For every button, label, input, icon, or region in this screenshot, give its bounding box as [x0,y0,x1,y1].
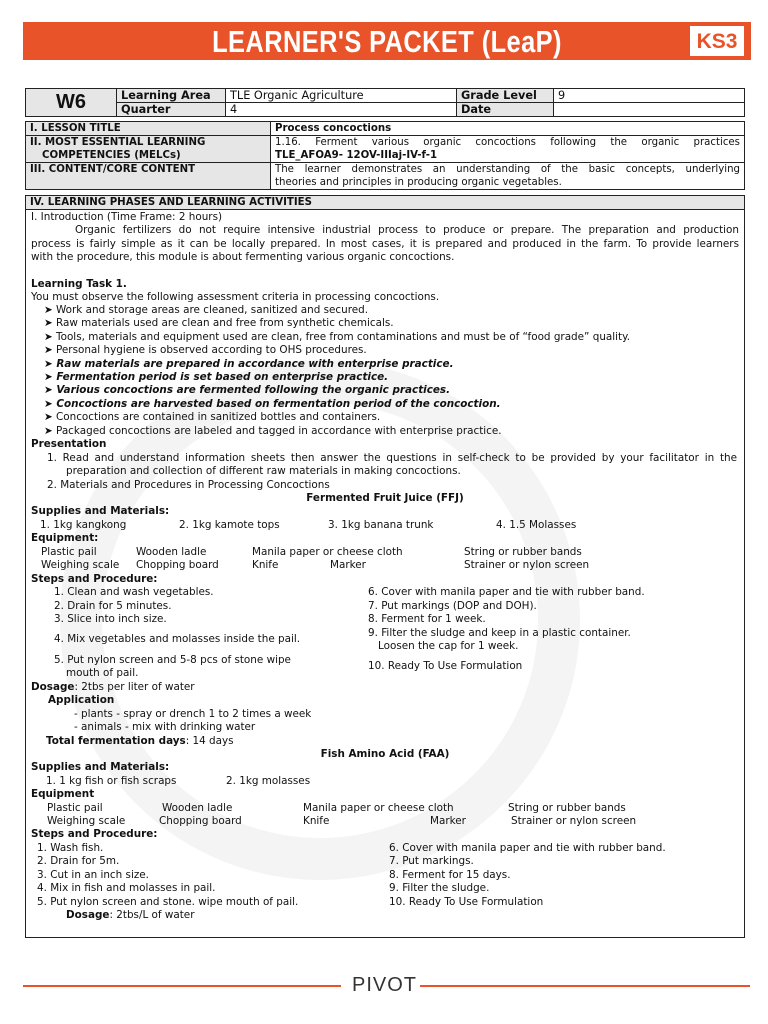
quarter-label: Quarter [117,103,226,117]
ffj-steps-label: Steps and Procedure: [31,573,158,585]
criteria-item [44,304,368,317]
ffj-step-9: 9. Filter the sludge and keep in a plastic container. [368,627,631,639]
ffj-equip-6: Chopping board [136,559,219,571]
faa-step-9: 9. Filter the sludge. [389,882,490,894]
faa-equip-1: Plastic pail [47,802,103,814]
banner-title: LEARNER'S PACKET (LeaP) [212,24,562,59]
task-intro: You must observe the following assessment criteria in processing concoctions. [31,291,440,303]
arrow-bullet-icon: ➤ [44,344,57,357]
criteria-item [44,358,454,371]
arrow-bullet-icon: ➤ [44,357,57,370]
melc-value [271,136,745,163]
criteria-item [44,344,367,357]
ffj-equip-3: Manila paper or cheese cloth [252,546,403,558]
criteria-item [44,398,501,411]
faa-equip-4: String or rubber bands [508,802,626,814]
ffj-equip-2: Wooden ladle [136,546,207,558]
melc-label-line-1: II. MOST ESSENTIAL LEARNING [30,137,206,148]
faa-step-5: 5. Put nylon screen and stone. wipe mouth of pail. [37,896,299,908]
ffj-application-1: - plants - spray or drench 1 to 2 times a week [74,708,312,720]
lesson-table [25,121,745,190]
faa-dosage [66,909,194,922]
grade-level-label: Grade Level [457,89,554,103]
ffj-step-3: 3. Slice into inch size. [54,613,167,625]
ffj-dosage-label: Dosage [31,681,75,693]
ffj-step-5-cont: mouth of pail. [66,667,139,679]
ffj-step-1: 1. Clean and wash vegetables. [54,586,214,598]
task-heading: Learning Task 1. [31,278,127,290]
ffj-step-7: 7. Put markings (DOP and DOH). [368,600,537,612]
footer-rule-left [23,985,341,987]
criteria-text: Tools, materials and equipment used are clean, free from contaminations and must be of “food grade” quality. [56,330,631,343]
faa-supplies-label: Supplies and Materials: [31,761,170,773]
content-line-1: The learner demonstrates an understanding of the basic concepts, underlying [275,164,740,175]
faa-equip-3: Manila paper or cheese cloth [303,802,454,814]
criteria-text: Concoctions are contained in sanitized bottles and containers. [56,411,381,424]
faa-equip-5: Weighing scale [47,815,126,827]
week-cell: W6 [26,89,117,117]
ffj-heading: Fermented Fruit Juice (FFJ) [306,492,464,504]
faa-equip-9: Strainer or nylon screen [511,815,637,827]
date-label: Date [457,103,554,117]
faa-supply-2: 2. 1kg molasses [226,775,311,787]
arrow-bullet-icon: ➤ [44,384,57,397]
criteria-item [44,317,394,330]
ffj-supplies-label: Supplies and Materials: [31,505,170,517]
intro-line-3: with the procedure, this module is about fermenting various organic concoctions. [31,251,455,263]
ks3-badge: KS3 [690,26,744,56]
faa-equip-2: Wooden ladle [162,802,233,814]
criteria-text: Various concoctions are fermented following the organic practices. [56,384,451,397]
melc-code: TLE_AFOA9- 12OV-IIIaj-IV-f-1 [275,150,438,161]
lesson-title-label: I. LESSON TITLE [26,122,271,136]
presentation-heading: Presentation [31,438,107,450]
date-value [554,103,745,117]
faa-step-6: 6. Cover with manila paper and tie with rubber band. [389,842,666,854]
ffj-step-8: 8. Ferment for 1 week. [368,613,486,625]
ffj-total-label: Total fermentation days [46,735,186,747]
learning-area-value: TLE Organic Agriculture [226,89,457,103]
content-value [271,163,745,190]
ffj-step-10: 10. Ready To Use Formulation [368,660,523,672]
faa-step-4: 4. Mix in fish and molasses in pail. [37,882,216,894]
ffj-dosage [31,681,195,694]
faa-step-3: 3. Cut in an inch size. [37,869,149,881]
faa-step-10: 10. Ready To Use Formulation [389,896,544,908]
criteria-text: Fermentation period is set based on enterprise practice. [56,371,389,383]
ffj-step-6: 6. Cover with manila paper and tie with rubber band. [368,586,645,598]
ffj-application-label: Application [48,694,115,706]
ffj-supply-3: 3. 1kg banana trunk [328,519,434,531]
faa-step-1: 1. Wash fish. [37,842,104,854]
arrow-bullet-icon: ➤ [44,411,57,424]
arrow-bullet-icon: ➤ [44,304,57,316]
criteria-text: Raw materials are prepared in accordance with enterprise practice. [56,357,454,370]
ffj-step-5: 5. Put nylon screen and 5-8 pcs of stone wipe [54,654,291,666]
pivot-logo: PIVOT [352,974,418,996]
criteria-text: Raw materials used are clean and free from synthetic chemicals. [56,317,394,330]
faa-heading: Fish Amino Acid (FAA) [320,748,450,760]
content-label: III. CONTENT/CORE CONTENT [26,163,271,190]
phases-header: IV. LEARNING PHASES AND LEARNING ACTIVITIES [26,196,744,210]
learning-area-label: Learning Area [117,89,226,103]
criteria-item [44,425,502,438]
arrow-bullet-icon: ➤ [44,397,57,410]
intro-line-1: Organic fertilizers do not require intensive industrial process to produce or prepare. The preparation and production [75,224,739,236]
arrow-bullet-icon: ➤ [44,424,57,437]
criteria-item [44,384,450,397]
criteria-text: Work and storage areas are cleaned, sanitized and secured. [56,304,369,316]
melc-line-1: 1.16. Ferment various organic concoctions following the organic practices [275,137,740,148]
learning-phases-box [25,195,745,938]
ffj-supply-1: 1. 1kg kangkong [40,519,127,531]
ffj-step-2: 2. Drain for 5 minutes. [54,600,172,612]
ffj-equip-4: String or rubber bands [464,546,582,558]
intro-heading: I. Introduction (Time Frame: 2 hours) [31,211,223,223]
ffj-step-9-cont: Loosen the cap for 1 week. [378,640,519,652]
presentation-item-2: 2. Materials and Procedures in Processing Concoctions [47,479,330,491]
presentation-item-1-cont: preparation and collection of different raw materials in making concoctions. [66,465,461,477]
header-table [25,88,745,117]
faa-equip-7: Knife [303,815,330,827]
criteria-text: Concoctions are harvested based on fermentation period of the concoction. [56,397,501,410]
ffj-equip-1: Plastic pail [41,546,97,558]
ffj-dosage-value: : 2tbs per liter of water [74,681,195,693]
footer-rule-right [420,985,750,987]
ffj-supply-4: 4. 1.5 Molasses [496,519,577,531]
ffj-equip-7: Knife [252,559,279,571]
ffj-equipment-label: Equipment: [31,532,99,544]
criteria-text: Packaged concoctions are labeled and tagged in accordance with enterprise practice. [56,424,502,437]
ffj-equip-5: Weighing scale [41,559,120,571]
presentation-item-1: 1. Read and understand information sheets then answer the questions in self-check to be provided by your facilitator in the [47,452,737,464]
content-line-2: theories and principles in producing organic vegetables. [275,177,562,188]
arrow-bullet-icon: ➤ [44,371,57,383]
leap-banner [23,22,751,60]
intro-line-2: process is fairly simple as it can be locally prepared. In most cases, it is prepared and produced in the farm. To provide learners [31,238,739,250]
faa-steps-label: Steps and Procedure: [31,828,158,840]
melc-label [26,136,271,163]
ffj-total [46,735,234,748]
lesson-title: Process concoctions [271,122,745,136]
criteria-item [44,331,630,344]
faa-step-7: 7. Put markings. [389,855,474,867]
faa-equip-6: Chopping board [159,815,242,827]
ffj-equip-9: Strainer or nylon screen [464,559,590,571]
faa-supply-1: 1. 1 kg fish or fish scraps [46,775,177,787]
ffj-total-value: : 14 days [185,735,234,747]
faa-dosage-value: : 2tbs/L of water [109,909,195,921]
ffj-application-2: - animals - mix with drinking water [74,721,256,733]
grade-level-value: 9 [554,89,745,103]
ffj-equip-8: Marker [330,559,366,571]
faa-equip-8: Marker [430,815,466,827]
criteria-item [44,411,380,424]
faa-dosage-label: Dosage [66,909,110,921]
faa-equipment-label: Equipment [31,788,95,800]
faa-step-2: 2. Drain for 5m. [37,855,120,867]
ffj-supply-2: 2. 1kg kamote tops [179,519,280,531]
ffj-step-4: 4. Mix vegetables and molasses inside the pail. [54,633,301,645]
criteria-item [44,371,388,384]
faa-step-8: 8. Ferment for 15 days. [389,869,511,881]
arrow-bullet-icon: ➤ [44,317,57,330]
quarter-value: 4 [226,103,457,117]
arrow-bullet-icon: ➤ [44,330,57,343]
criteria-text: Personal hygiene is observed according to OHS procedures. [56,344,367,357]
melc-label-line-2: COMPETENCIES (MELCs) [42,150,181,161]
